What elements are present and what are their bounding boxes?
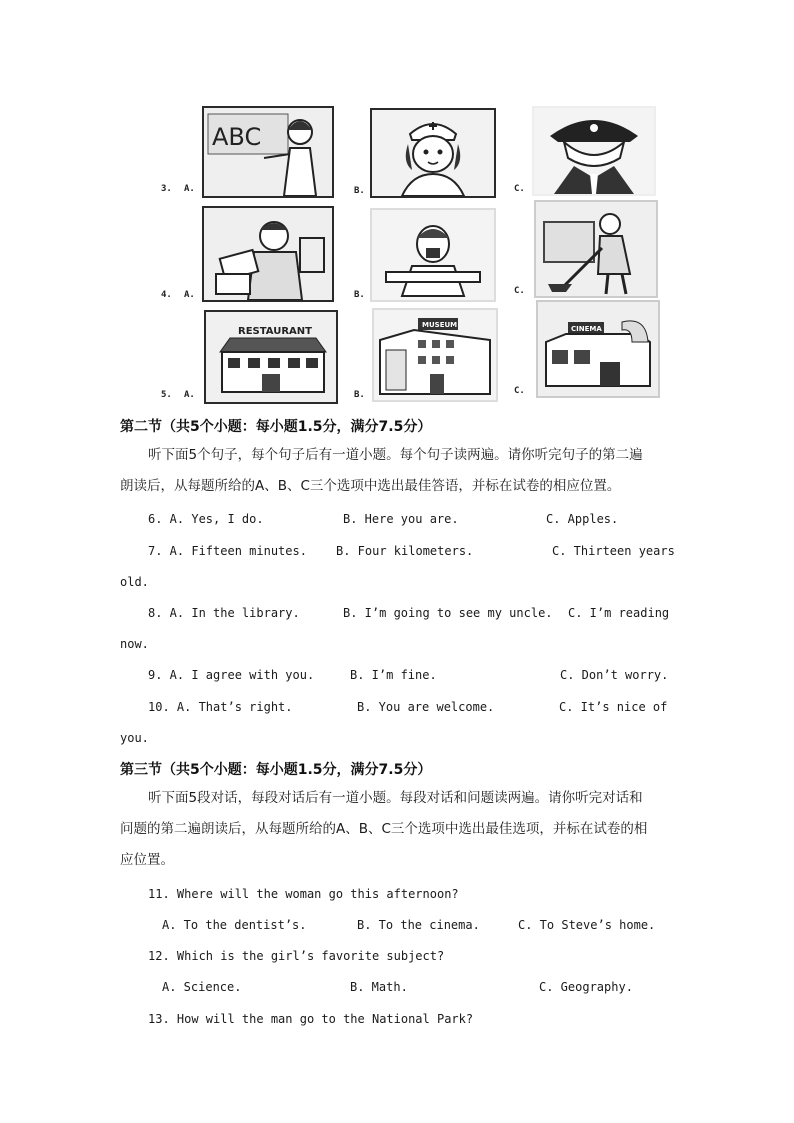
person-sweeping-icon[interactable] bbox=[534, 200, 658, 298]
section3-instructions bbox=[120, 783, 680, 876]
option-c-continued: old. bbox=[120, 575, 149, 589]
museum-building-icon[interactable] bbox=[372, 308, 498, 402]
instruction-line: 朗读后，从每题所给的A、B、C三个选项中选出最佳答语，并标在试卷的相应位置。 bbox=[120, 478, 621, 494]
person-eating-icon[interactable] bbox=[370, 208, 496, 302]
option-c-continued: now. bbox=[120, 637, 149, 651]
restaurant-building-icon[interactable] bbox=[204, 310, 338, 404]
instruction-line: 问题的第二遍朗读后，从每题所给的A、B、C三个选项中选出最佳选项，并标在试卷的相 bbox=[120, 821, 648, 837]
option-label: C. bbox=[514, 184, 525, 194]
option-label: C. bbox=[514, 286, 525, 296]
nurse-icon[interactable] bbox=[370, 108, 496, 198]
option-c[interactable]: C. It’s nice of bbox=[559, 700, 668, 714]
section2-instructions bbox=[120, 440, 680, 502]
teacher-at-blackboard-icon[interactable] bbox=[202, 106, 334, 198]
option-label: A. bbox=[184, 290, 195, 300]
option-c[interactable]: C. To Steve’s home. bbox=[518, 918, 656, 932]
option-a[interactable]: 7. A. Fifteen minutes. bbox=[148, 544, 307, 558]
option-label: B. bbox=[354, 186, 365, 196]
pilot-icon[interactable] bbox=[532, 106, 656, 196]
option-a[interactable]: 6. A. Yes, I do. bbox=[148, 512, 264, 526]
option-label: B. bbox=[354, 390, 365, 400]
section3-heading: 第三节（共5个小题：每小题1.5分，满分7.5分） bbox=[120, 762, 432, 778]
option-b[interactable]: B. Here you are. bbox=[343, 512, 459, 526]
option-label: A. bbox=[184, 184, 195, 194]
option-a[interactable]: 10. A. That’s right. bbox=[148, 700, 293, 714]
question-text: 12. Which is the girl’s favorite subject? bbox=[148, 949, 445, 963]
abc-text: ABC bbox=[212, 123, 262, 151]
option-b[interactable]: B. Four kilometers. bbox=[336, 544, 474, 558]
person-with-mail-icon[interactable] bbox=[202, 206, 334, 302]
option-c[interactable]: C. I’m reading bbox=[568, 606, 670, 620]
option-label: B. bbox=[354, 290, 365, 300]
option-a[interactable]: A. To the dentist’s. bbox=[162, 918, 307, 932]
option-c[interactable]: C. Apples. bbox=[546, 512, 619, 526]
option-b[interactable]: B. You are welcome. bbox=[357, 700, 495, 714]
option-c[interactable]: C. Thirteen years bbox=[552, 544, 675, 558]
question-number: 4. bbox=[161, 290, 172, 300]
instruction-line: 应位置。 bbox=[120, 852, 174, 868]
cinema-sign-text: CINEMA bbox=[571, 325, 602, 333]
option-label: A. bbox=[184, 390, 195, 400]
question-number: 3. bbox=[161, 184, 172, 194]
option-a[interactable]: A. Science. bbox=[162, 980, 242, 994]
option-a[interactable]: 9. A. I agree with you. bbox=[148, 668, 315, 682]
museum-sign-text: MUSEUM bbox=[422, 321, 458, 329]
option-b[interactable]: B. I’m going to see my uncle. bbox=[343, 606, 553, 620]
option-c-continued: you. bbox=[120, 731, 149, 745]
instruction-line: 听下面5段对话，每段对话后有一道小题。每段对话和问题读两遍。请你听完对话和 bbox=[148, 790, 643, 806]
option-a[interactable]: 8. A. In the library. bbox=[148, 606, 300, 620]
cinema-building-icon[interactable] bbox=[536, 300, 660, 398]
option-label: C. bbox=[514, 386, 525, 396]
option-c[interactable]: C. Geography. bbox=[539, 980, 633, 994]
instruction-line: 听下面5个句子，每个句子后有一道小题。每个句子读两遍。请你听完句子的第二遍 bbox=[148, 447, 643, 463]
question-text: 13. How will the man go to the National Park? bbox=[148, 1012, 474, 1026]
question-number: 5. bbox=[161, 390, 172, 400]
option-c[interactable]: C. Don’t worry. bbox=[560, 668, 669, 682]
option-b[interactable]: B. Math. bbox=[350, 980, 408, 994]
question-text: 11. Where will the woman go this afternoon? bbox=[148, 887, 459, 901]
option-b[interactable]: B. To the cinema. bbox=[357, 918, 480, 932]
option-b[interactable]: B. I’m fine. bbox=[350, 668, 437, 682]
restaurant-sign-text: RESTAURANT bbox=[238, 326, 312, 337]
section2-heading: 第二节（共5个小题：每小题1.5分，满分7.5分） bbox=[120, 419, 432, 435]
